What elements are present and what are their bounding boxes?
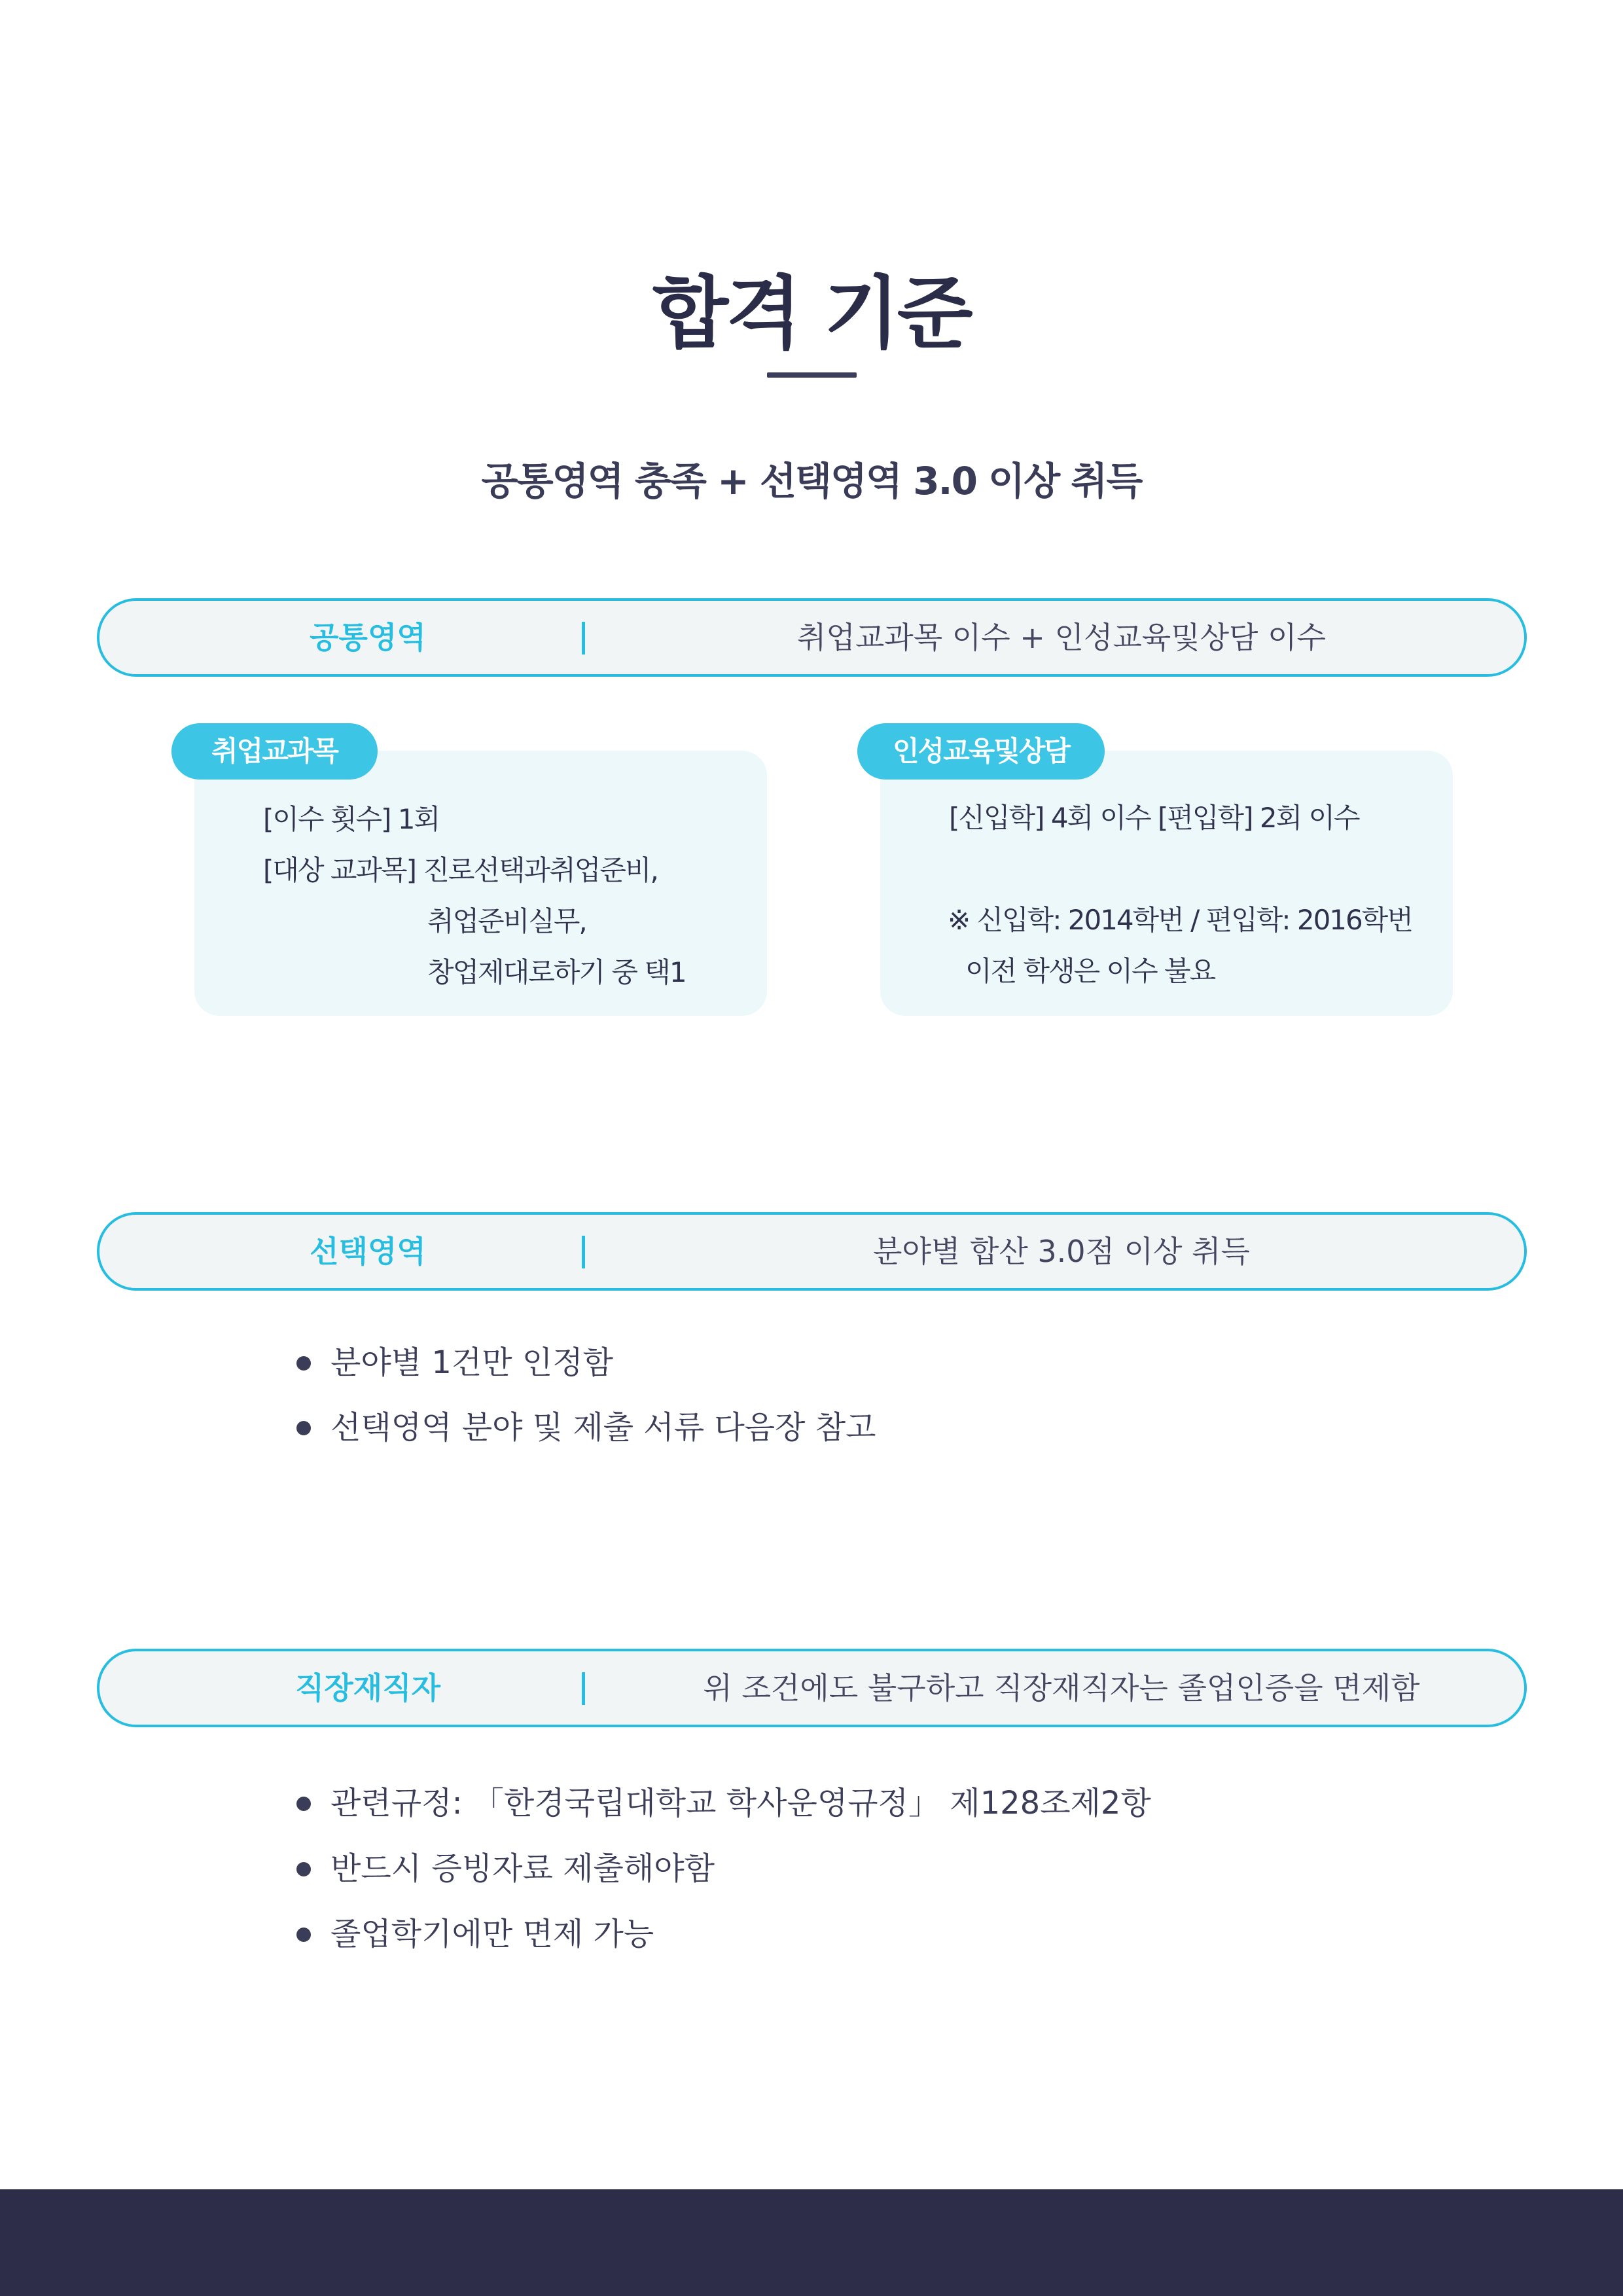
employed-label: 직장재직자 bbox=[294, 1670, 441, 1706]
page-subtitle: 공통영역 충족 + 선택영역 3.0 이상 취득 bbox=[481, 459, 1142, 503]
common-area-label: 공통영역 bbox=[310, 620, 426, 655]
card-note: 이전 학생은 이수 불요 bbox=[965, 955, 1215, 987]
bullet-icon bbox=[296, 1356, 311, 1371]
title-underline bbox=[767, 372, 857, 378]
employed-separator bbox=[582, 1672, 585, 1705]
employed-description: 위 조건에도 불구하고 직장재직자는 졸업인증을 면제함 bbox=[703, 1670, 1420, 1706]
card-line: 창업제대로하기 중 택1 bbox=[427, 956, 686, 988]
list-item: 분야별 1건만 인정함 bbox=[330, 1344, 613, 1381]
bullet-icon bbox=[296, 1797, 311, 1811]
page-title: 합격 기준 bbox=[652, 268, 971, 359]
elective-area-label: 선택영역 bbox=[310, 1234, 426, 1269]
list-item: 선택영역 분야 및 제출 서류 다음장 참고 bbox=[330, 1409, 876, 1446]
counseling-tag: 인성교육및상담 bbox=[857, 723, 1105, 780]
list-item: 졸업학기에만 면제 가능 bbox=[330, 1916, 654, 1952]
list-item: 관련규정: 「한경국립대학교 학사운영규정」 제128조제2항 bbox=[330, 1785, 1151, 1821]
card-line: [대상 교과목] 진로선택과취업준비, bbox=[263, 854, 658, 886]
bullet-icon bbox=[296, 1862, 311, 1876]
footer-bar bbox=[0, 2189, 1623, 2296]
common-area-separator bbox=[582, 622, 585, 655]
bullet-icon bbox=[296, 1928, 311, 1942]
card-line: [이수 횟수] 1회 bbox=[263, 803, 440, 835]
list-item: 반드시 증빙자료 제출해야함 bbox=[330, 1850, 715, 1887]
employed-pill bbox=[97, 1649, 1527, 1727]
bullet-icon bbox=[296, 1421, 311, 1435]
elective-area-separator bbox=[582, 1236, 585, 1268]
common-area-pill bbox=[97, 598, 1527, 677]
card-line: 취업준비실무, bbox=[427, 905, 586, 937]
card-line: [신입학] 4회 이수 [편입학] 2회 이수 bbox=[949, 802, 1359, 834]
elective-area-pill bbox=[97, 1212, 1527, 1291]
employment-course-tag: 취업교과목 bbox=[171, 723, 378, 780]
card-note: ※ 신입학: 2014학번 / 편입학: 2016학번 bbox=[948, 904, 1412, 936]
common-area-description: 취업교과목 이수 + 인성교육및상담 이수 bbox=[796, 620, 1326, 655]
elective-area-description: 분야별 합산 3.0점 이상 취득 bbox=[872, 1234, 1250, 1269]
